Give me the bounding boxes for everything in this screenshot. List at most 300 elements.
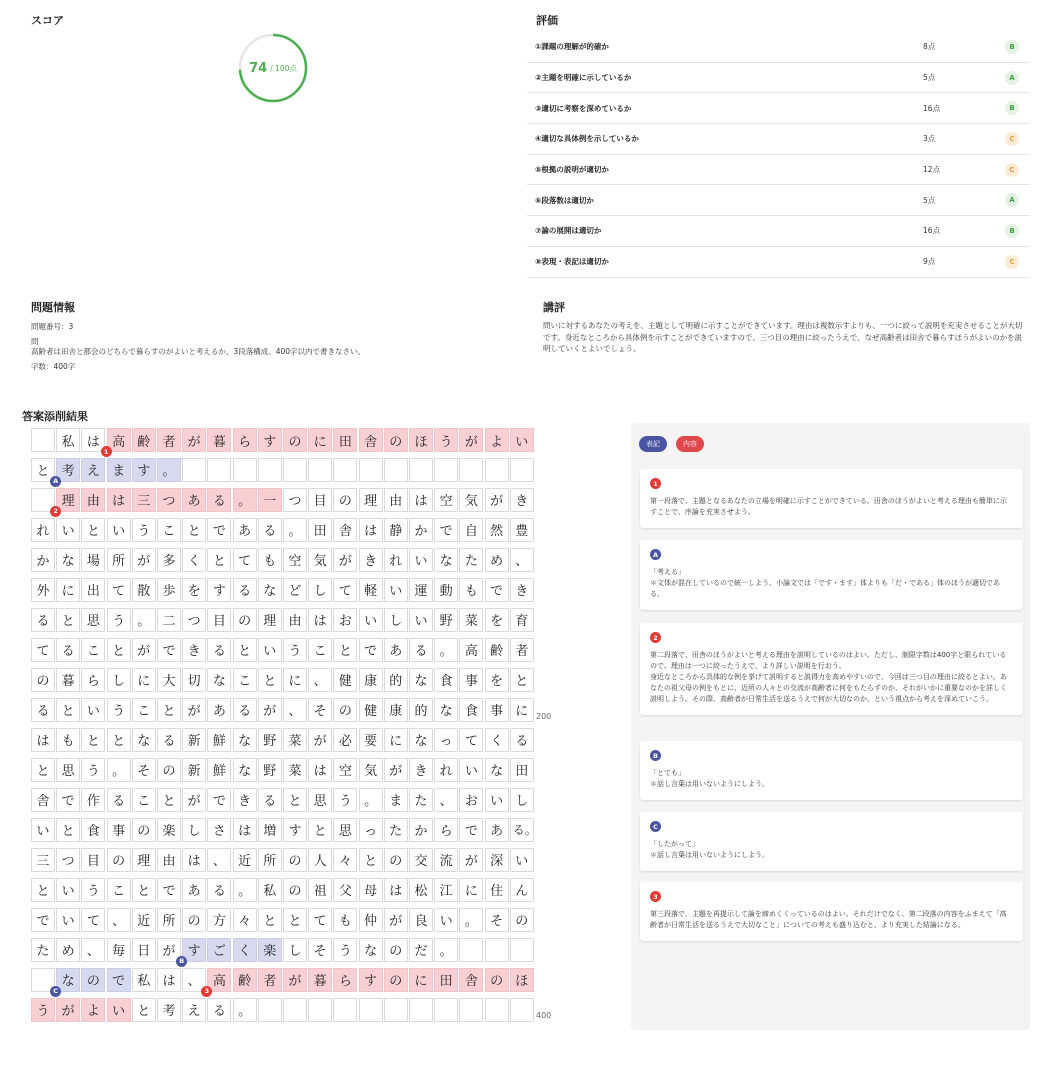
correction-marker: 3 xyxy=(650,891,661,902)
grid-cell: と xyxy=(182,518,206,542)
correction-text: 「したがって」 ＊話し言葉は用いないようにしよう。 xyxy=(650,840,769,859)
grid-cell: 毎 xyxy=(107,938,131,962)
grid-cell: で xyxy=(107,968,131,992)
grid-cell: 一 xyxy=(258,488,282,512)
grid-cell: お xyxy=(459,788,483,812)
grid-cell: そ xyxy=(132,758,156,782)
grid-cell: と xyxy=(283,788,307,812)
grid-cell: 二 xyxy=(157,608,181,632)
grid-cell: 高 xyxy=(207,968,231,992)
evaluation-points: 8点 xyxy=(923,42,936,52)
grid-cell: な xyxy=(56,548,80,572)
grid-cell: 食 xyxy=(81,818,105,842)
grid-cell xyxy=(233,458,257,482)
grid-cell: 、 xyxy=(182,968,206,992)
comment-text: 問いに対するあなたの考えを、主題として明確に示すことができています。理由は複数示すよりも、一つに絞って説明を充実させることが大切です。身近なところから具体例を示すことができていますので、三つ目の理由に絞ったうえで、なぜ高齢者は田舎で暮らすほうがよいのかを説明していくとよいでしょう。 xyxy=(543,321,1023,353)
grid-cell: な xyxy=(56,968,80,992)
grid-cell: に xyxy=(283,668,307,692)
grid-cell: 。 xyxy=(434,638,458,662)
grid-cell: 菜 xyxy=(283,728,307,752)
grid-cell: 者 xyxy=(510,638,534,662)
evaluation-row xyxy=(527,247,1030,278)
grid-cell: 齢 xyxy=(485,638,509,662)
grid-cell: と xyxy=(107,728,131,752)
correction-card xyxy=(640,623,1023,715)
grid-cell: よ xyxy=(81,998,105,1022)
grid-cell: 、 xyxy=(283,698,307,722)
grid-cell: ほ xyxy=(510,968,534,992)
grid-cell: い xyxy=(510,428,534,452)
evaluation-points: 5点 xyxy=(923,195,936,205)
grid-cell: と xyxy=(56,608,80,632)
grid-cell: た xyxy=(459,548,483,572)
grid-cell: そ xyxy=(485,908,509,932)
grid-cell: 舎 xyxy=(459,968,483,992)
grid-cell: し xyxy=(182,818,206,842)
grid-cell xyxy=(182,458,206,482)
evaluation-row xyxy=(527,93,1030,124)
grid-cell: い xyxy=(409,608,433,632)
grid-cell xyxy=(485,998,509,1022)
grid-cell: 要 xyxy=(359,728,383,752)
grid-cell: ま xyxy=(107,458,131,482)
grid-cell: す xyxy=(258,428,282,452)
grid-cell: ら xyxy=(434,818,458,842)
correction-marker[interactable]: 2 xyxy=(50,506,61,517)
grid-cell: 。 xyxy=(233,878,257,902)
grid-cell: 交 xyxy=(409,848,433,872)
grid-cell: よ xyxy=(485,428,509,452)
grid-cell: き xyxy=(510,578,534,602)
grid-cell: と xyxy=(308,818,332,842)
grid-cell: 暮 xyxy=(308,968,332,992)
tag-notation[interactable]: 表記 xyxy=(639,436,667,452)
grid-cell: う xyxy=(81,878,105,902)
grid-cell: 人 xyxy=(308,848,332,872)
grid-cell: く xyxy=(233,938,257,962)
grid-cell: 、 xyxy=(207,848,231,872)
grid-cell: 田 xyxy=(308,518,332,542)
evaluation-points: 16点 xyxy=(923,103,941,113)
grid-cell: ら xyxy=(81,668,105,692)
grid-cell: る xyxy=(258,788,282,812)
evaluation-criterion: ①課題の理解が的確か xyxy=(535,42,609,52)
grid-cell: そ xyxy=(308,938,332,962)
grid-cell: う xyxy=(283,638,307,662)
grid-cell: に xyxy=(510,698,534,722)
grid-cell: す xyxy=(207,578,231,602)
grid-cell xyxy=(283,998,307,1022)
grid-cell: い xyxy=(409,548,433,572)
grid-cell: れ xyxy=(434,758,458,782)
grid-cell: は xyxy=(233,818,257,842)
correction-marker[interactable]: C xyxy=(50,986,61,997)
grid-cell: う xyxy=(107,608,131,632)
grid-cell: い xyxy=(56,878,80,902)
grid-cell: 三 xyxy=(132,488,156,512)
grid-cell: も xyxy=(56,728,80,752)
grid-cell: と xyxy=(333,638,357,662)
grid-cell: と xyxy=(157,788,181,812)
grid-cell: お xyxy=(333,608,357,632)
grid-cell: 。 xyxy=(283,518,307,542)
grid-cell: う xyxy=(107,698,131,722)
grade-badge: C xyxy=(1005,163,1019,177)
grid-cell: の xyxy=(333,698,357,722)
evaluation-criterion: ⑥段落数は適切か xyxy=(535,195,594,205)
grid-cell: が xyxy=(485,488,509,512)
grid-cell: る。 xyxy=(510,818,534,842)
grid-cell: く xyxy=(485,728,509,752)
correction-card xyxy=(640,882,1023,941)
grid-cell: に xyxy=(384,728,408,752)
evaluation-points: 3点 xyxy=(923,134,936,144)
score-number: 74 xyxy=(249,60,268,76)
grid-cell xyxy=(409,998,433,1022)
grid-cell: 思 xyxy=(56,758,80,782)
grid-cell: た xyxy=(31,938,55,962)
evaluation-criterion: ⑧表現・表記は適切か xyxy=(535,257,609,267)
grid-cell: の xyxy=(157,758,181,782)
correction-text: 「とても」 ＊話し言葉は用いないようにしよう。 xyxy=(650,769,769,788)
grid-cell: え xyxy=(182,998,206,1022)
grid-cell: 流 xyxy=(434,848,458,872)
grid-cell: し xyxy=(510,788,534,812)
grid-cell: 作 xyxy=(81,788,105,812)
grid-cell: 。 xyxy=(459,908,483,932)
grid-cell: と xyxy=(258,668,282,692)
grid-cell: な xyxy=(434,698,458,722)
grid-cell: 空 xyxy=(283,548,307,572)
grid-cell: の xyxy=(31,668,55,692)
grid-cell: い xyxy=(56,518,80,542)
grid-cell: 。 xyxy=(233,998,257,1022)
grid-cell: 鮮 xyxy=(207,728,231,752)
grid-cell: 目 xyxy=(207,608,231,632)
grid-cell: い xyxy=(81,698,105,722)
grid-cell: が xyxy=(308,728,332,752)
grid-cell: 高 xyxy=(459,638,483,662)
grid-cell xyxy=(359,998,383,1022)
correction-card xyxy=(640,469,1023,528)
grid-cell: な xyxy=(233,758,257,782)
grid-cell: を xyxy=(182,578,206,602)
evaluation-row xyxy=(527,63,1030,94)
grid-cell: 日 xyxy=(132,938,156,962)
grid-cell: あ xyxy=(384,638,408,662)
grid-cell: 健 xyxy=(359,698,383,722)
grid-cell: う xyxy=(81,758,105,782)
grid-cell: 私 xyxy=(258,878,282,902)
grid-cell: 祖 xyxy=(308,878,332,902)
grid-cell: ほ xyxy=(409,428,433,452)
evaluation-points: 5点 xyxy=(923,73,936,83)
grid-cell: 楽 xyxy=(258,938,282,962)
grid-cell: え xyxy=(81,458,105,482)
grid-cell: 父 xyxy=(333,878,357,902)
grid-cell: 、 xyxy=(308,668,332,692)
correction-card xyxy=(640,812,1023,871)
grid-cell: 、 xyxy=(81,938,105,962)
grid-cell: 事 xyxy=(485,698,509,722)
grid-cell: が xyxy=(384,758,408,782)
grid-cell: 。 xyxy=(434,938,458,962)
grid-cell: つ xyxy=(283,488,307,512)
grid-cell: 。 xyxy=(233,488,257,512)
grid-cell: と xyxy=(283,908,307,932)
grid-cell: 、 xyxy=(510,548,534,572)
grid-cell: さ xyxy=(207,818,231,842)
grid-cell: し xyxy=(283,938,307,962)
grid-cell: 動 xyxy=(434,578,458,602)
grid-cell: だ xyxy=(409,938,433,962)
grid-cell: 空 xyxy=(333,758,357,782)
grid-cell: っ xyxy=(434,728,458,752)
grid-cell: に xyxy=(459,878,483,902)
evaluation-row xyxy=(527,185,1030,216)
grid-cell: る xyxy=(31,698,55,722)
grid-cell: 目 xyxy=(81,848,105,872)
grid-cell: い xyxy=(359,608,383,632)
correction-marker: C xyxy=(650,821,661,832)
grid-cell: と xyxy=(157,698,181,722)
grid-cell: っ xyxy=(359,818,383,842)
grid-cell: 。 xyxy=(359,788,383,812)
grid-cell xyxy=(409,458,433,482)
grid-cell: 私 xyxy=(56,428,80,452)
grid-cell: と xyxy=(56,698,80,722)
grid-cell: る xyxy=(207,878,231,902)
grid-cell: か xyxy=(409,518,433,542)
grid-cell: 田 xyxy=(510,758,534,782)
grid-cell: と xyxy=(31,458,55,482)
grid-cell: き xyxy=(182,638,206,662)
grid-cell: 康 xyxy=(359,668,383,692)
grid-cell: 近 xyxy=(132,908,156,932)
grid-cell: が xyxy=(182,698,206,722)
grid-cell: 舎 xyxy=(359,428,383,452)
correction-text: 「考える」 ＊文体が混在しているので統一しよう。小論文では「です・ます」体よりも「だ・である」体のほうが適切である。 xyxy=(650,568,1000,598)
grid-cell xyxy=(459,938,483,962)
grid-cell: る xyxy=(233,578,257,602)
grid-cell: 育 xyxy=(510,608,534,632)
grid-cell: て xyxy=(107,578,131,602)
grid-cell: な xyxy=(258,578,282,602)
grid-cell: 思 xyxy=(333,818,357,842)
grid-cell: の xyxy=(107,848,131,872)
grid-cell: 、 xyxy=(434,788,458,812)
grid-cell: 歩 xyxy=(157,578,181,602)
grid-cell: 食 xyxy=(459,698,483,722)
grid-cell: で xyxy=(157,878,181,902)
grid-cell: が xyxy=(283,968,307,992)
grid-cell: め xyxy=(485,548,509,572)
grid-cell: 齢 xyxy=(233,968,257,992)
grid-cell: が xyxy=(157,938,181,962)
grid-cell: が xyxy=(56,998,80,1022)
grid-cell: 気 xyxy=(308,548,332,572)
grid-cell: れ xyxy=(31,518,55,542)
correction-text: 第二段落で、田舎のほうがよいと考える理由を説明しているのはよい。ただし、制限字数は400字と限られているので、理由は一つに絞ったうえで、より詳しい説明を行おう。 身近なところから具体的な例を挙げて説明すると説得力を高めやすいので、今回は三つ目の理由に絞るとよい。あなたの祖父母の例をもとに、近所の人々との交流が高齢者に何をもたらすのか、それがいかに重要なのかを詳しく説明しよう。その際、高齢者が日常生活を送るうえで何が大切なのか、という視点から考えを深めていこう。 xyxy=(650,651,1007,703)
grid-cell: う xyxy=(132,518,156,542)
correction-text: 第一段落で、主題となるあなたの立場を明確に示すことができている。田舎のほうがよいと考える理由も簡単に示すことで、序論を充実させよう。 xyxy=(650,497,1007,516)
problem-number: 問題番号：3 xyxy=(31,322,74,331)
score-heading: スコア xyxy=(31,14,64,27)
grid-cell: 江 xyxy=(434,878,458,902)
grid-cell: 由 xyxy=(81,488,105,512)
grid-cell: う xyxy=(333,938,357,962)
grid-cell: に xyxy=(56,578,80,602)
grid-cell: き xyxy=(409,758,433,782)
grid-cell: 方 xyxy=(207,908,231,932)
grid-cell: 増 xyxy=(258,818,282,842)
grid-cell: 気 xyxy=(359,758,383,782)
question-text: 高齢者は田舎と都会のどちらで暮らすのがよいと考えるか、3段落構成、400字以内で書きなさい。 xyxy=(31,347,366,356)
grid-cell: 近 xyxy=(233,848,257,872)
grid-cell: の xyxy=(81,968,105,992)
grid-cell: す xyxy=(283,818,307,842)
grid-cell: は xyxy=(182,848,206,872)
grid-cell xyxy=(459,458,483,482)
correction-card xyxy=(640,540,1023,610)
grid-cell: と xyxy=(31,758,55,782)
correction-marker[interactable]: 1 xyxy=(101,446,112,457)
grid-cell: 所 xyxy=(258,848,282,872)
grid-cell: が xyxy=(182,788,206,812)
correction-marker[interactable]: 3 xyxy=(201,986,212,997)
grid-cell: る xyxy=(258,518,282,542)
grid-cell: す xyxy=(359,968,383,992)
correction-marker[interactable]: B xyxy=(176,956,187,967)
grid-cell xyxy=(333,458,357,482)
grid-cell: 高 xyxy=(107,428,131,452)
grid-cell: 野 xyxy=(434,608,458,632)
grid-cell: と xyxy=(107,638,131,662)
grid-cell: 舎 xyxy=(31,788,55,812)
grid-cell: つ xyxy=(56,848,80,872)
grid-cell: 運 xyxy=(409,578,433,602)
grid-cell: 切 xyxy=(182,668,206,692)
grid-cell xyxy=(459,998,483,1022)
grid-cell: ん xyxy=(510,878,534,902)
grid-cell: 田 xyxy=(434,968,458,992)
grid-cell: す xyxy=(182,938,206,962)
grid-cell: い xyxy=(384,578,408,602)
grid-cell xyxy=(207,458,231,482)
evaluation-row xyxy=(527,216,1030,247)
grid-cell: い xyxy=(510,848,534,872)
grid-cell: る xyxy=(56,638,80,662)
grid-cell: の xyxy=(283,848,307,872)
grid-cell: か xyxy=(31,548,55,572)
grid-cell: こ xyxy=(81,638,105,662)
grid-cell xyxy=(359,458,383,482)
correction-marker: 2 xyxy=(650,632,661,643)
grid-cell: う xyxy=(333,788,357,812)
grid-cell: が xyxy=(459,848,483,872)
grid-cell: た xyxy=(409,788,433,812)
grid-cell: こ xyxy=(308,638,332,662)
grid-cell: い xyxy=(485,788,509,812)
correction-marker[interactable]: A xyxy=(50,476,61,487)
grid-cell: の xyxy=(384,968,408,992)
grid-cell: 深 xyxy=(485,848,509,872)
grid-cell xyxy=(434,458,458,482)
grid-cell: め xyxy=(56,938,80,962)
grid-cell: て xyxy=(333,578,357,602)
correction-card xyxy=(640,741,1023,800)
grid-cell: が xyxy=(384,908,408,932)
grid-cell: 田 xyxy=(333,428,357,452)
grid-cell: そ xyxy=(308,698,332,722)
grid-cell: 食 xyxy=(434,668,458,692)
grid-cell: 目 xyxy=(308,488,332,512)
grid-cell: 者 xyxy=(157,428,181,452)
grid-cell: す xyxy=(132,458,156,482)
grade-badge: C xyxy=(1005,132,1019,146)
grid-cell: 散 xyxy=(132,578,156,602)
grid-cell: る xyxy=(409,638,433,662)
grid-cell xyxy=(510,938,534,962)
grid-cell: 由 xyxy=(157,848,181,872)
char-count-400: 400 xyxy=(536,1011,552,1020)
grid-cell: 理 xyxy=(132,848,156,872)
grid-cell: 理 xyxy=(359,488,383,512)
grid-cell: 康 xyxy=(384,698,408,722)
grid-cell: つ xyxy=(182,608,206,632)
grid-cell: た xyxy=(384,818,408,842)
grid-cell: き xyxy=(233,788,257,812)
grid-cell: と xyxy=(207,548,231,572)
correction-marker: 1 xyxy=(650,478,661,489)
grid-cell: あ xyxy=(233,518,257,542)
tag-content[interactable]: 内容 xyxy=(676,436,704,452)
grid-cell: 健 xyxy=(333,668,357,692)
grid-cell: は xyxy=(409,488,433,512)
grid-cell: で xyxy=(459,818,483,842)
grid-cell: が xyxy=(132,548,156,572)
evaluation-heading: 評価 xyxy=(536,14,558,27)
grid-cell: る xyxy=(207,488,231,512)
grid-cell: と xyxy=(359,848,383,872)
grid-cell: 思 xyxy=(81,608,105,632)
grid-cell: な xyxy=(132,728,156,752)
grid-cell: 。 xyxy=(132,608,156,632)
grid-cell: 菜 xyxy=(459,608,483,632)
grid-cell: な xyxy=(409,668,433,692)
grid-cell: も xyxy=(333,908,357,932)
grid-cell: 々 xyxy=(333,848,357,872)
grid-cell: い xyxy=(258,638,282,662)
evaluation-table xyxy=(527,32,1030,278)
grid-cell: い xyxy=(56,908,80,932)
grid-cell: て xyxy=(459,728,483,752)
grid-cell: は xyxy=(359,518,383,542)
grid-cell: 野 xyxy=(258,728,282,752)
grid-cell: は xyxy=(81,428,105,452)
grid-cell xyxy=(308,998,332,1022)
grid-cell: は xyxy=(31,728,55,752)
grid-cell: て xyxy=(308,908,332,932)
grid-cell: と xyxy=(132,998,156,1022)
grid-cell: る xyxy=(510,728,534,752)
grade-badge: B xyxy=(1005,101,1019,115)
answer-heading: 答案添削結果 xyxy=(22,410,88,423)
grid-cell: と xyxy=(510,668,534,692)
grid-cell: も xyxy=(258,548,282,572)
grid-cell: 空 xyxy=(434,488,458,512)
evaluation-row xyxy=(527,124,1030,155)
